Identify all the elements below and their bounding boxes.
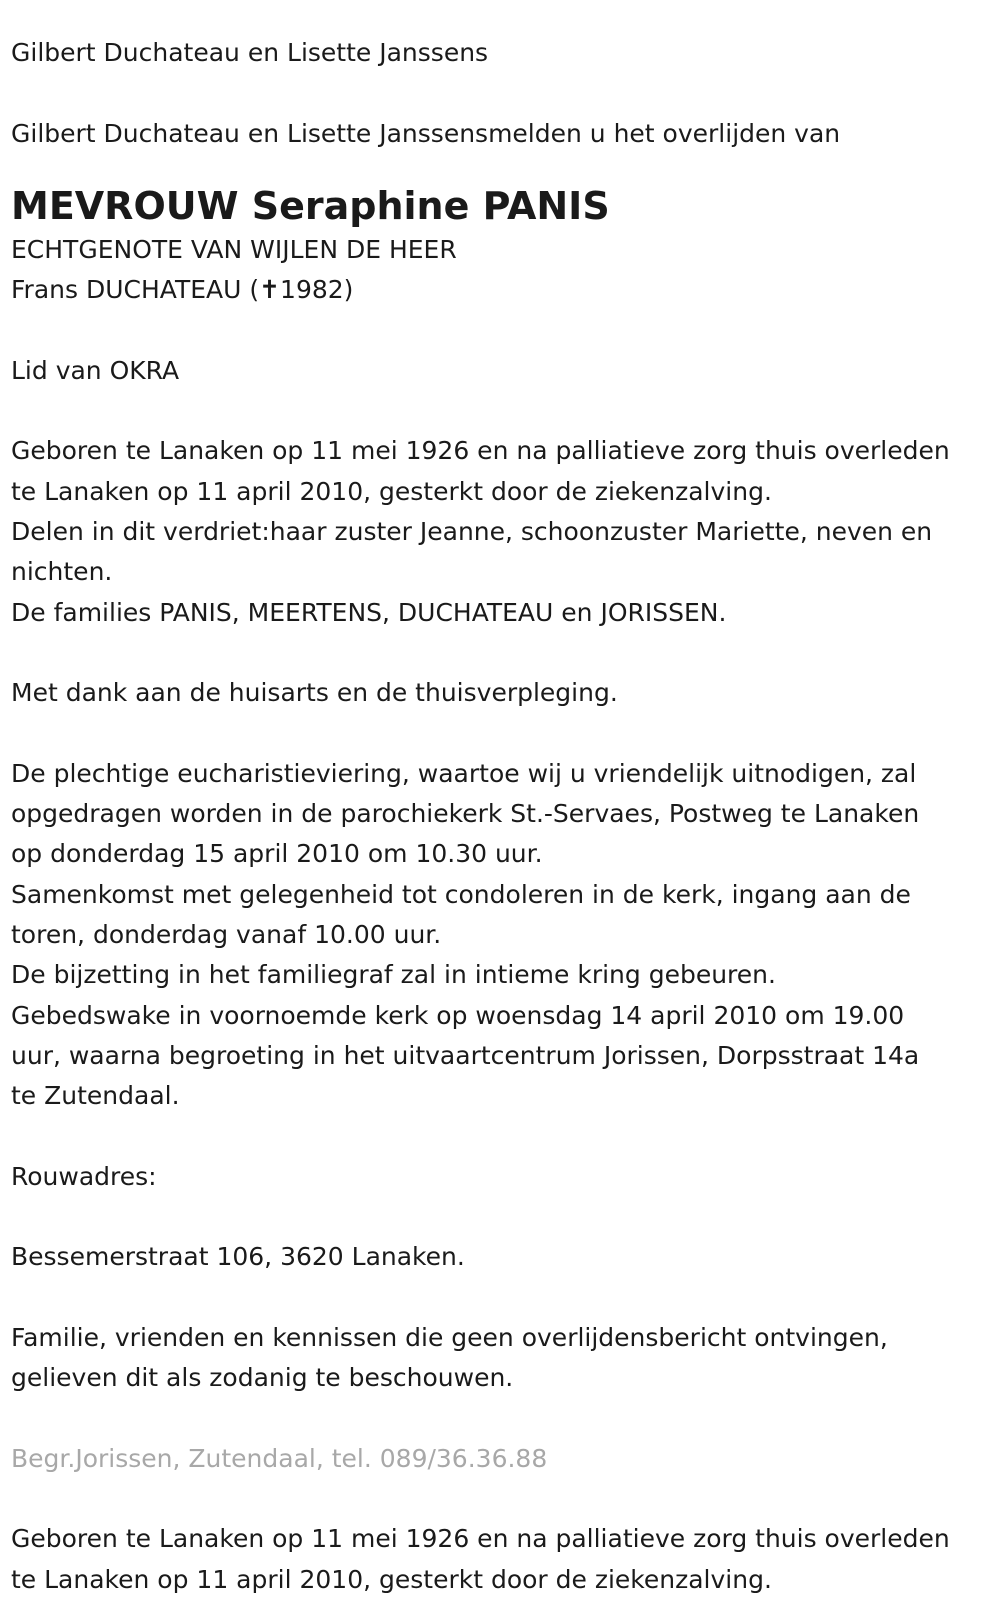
deceased-name: MEVROUW Seraphine PANIS bbox=[11, 183, 610, 228]
spacer bbox=[11, 391, 975, 431]
spacer bbox=[11, 1399, 975, 1439]
summary-line: Geboren te Lanaken op 11 mei 1926 en na palliatieve zorg thuis overleden bbox=[11, 1524, 950, 1554]
details-line: Delen in dit verdriet:haar zuster Jeanne, schoonzuster Mariette, neven en bbox=[11, 516, 933, 546]
summary-block bbox=[11, 1519, 975, 1600]
spacer bbox=[11, 310, 975, 350]
ceremony-line: te Zutendaal. bbox=[11, 1081, 180, 1111]
details-line: te Lanaken op 11 april 2010, gesterkt door de ziekenzalving. bbox=[11, 476, 772, 506]
ceremony-line: Samenkomst met gelegenheid tot condoleren in de kerk, ingang aan de bbox=[11, 879, 911, 909]
address-value: Bessemerstraat 106, 3620 Lanaken. bbox=[11, 1242, 465, 1272]
details-block bbox=[11, 431, 975, 632]
spacer bbox=[11, 154, 975, 182]
spacer bbox=[11, 1479, 975, 1519]
spacer bbox=[11, 1197, 975, 1237]
notice-line: Familie, vrienden en kennissen die geen overlijdensbericht ontvingen, bbox=[11, 1322, 888, 1352]
notice-line: gelieven dit als zodanig te beschouwen. bbox=[11, 1363, 514, 1393]
summary-line: te Lanaken op 11 april 2010, gesterkt door de ziekenzalving. bbox=[11, 1564, 772, 1594]
spouse-line-2: Frans DUCHATEAU (✝1982) bbox=[11, 275, 354, 305]
spacer bbox=[11, 633, 975, 673]
announcers: Gilbert Duchateau en Lisette Janssens bbox=[11, 38, 489, 67]
ceremony-line: opgedragen worden in de parochiekerk St.-Servaes, Postweg te Lanaken bbox=[11, 799, 920, 829]
details-line: De families PANIS, MEERTENS, DUCHATEAU en JORISSEN. bbox=[11, 597, 727, 627]
spacer bbox=[11, 1278, 975, 1318]
ceremony-line: op donderdag 15 april 2010 om 10.30 uur. bbox=[11, 839, 543, 869]
spacer bbox=[11, 73, 975, 113]
ceremony-line: Gebedswake in voornoemde kerk op woensdag 14 april 2010 om 19.00 bbox=[11, 1000, 905, 1030]
details-line: Geboren te Lanaken op 11 mei 1926 en na palliatieve zorg thuis overleden bbox=[11, 436, 950, 466]
spacer bbox=[11, 713, 975, 753]
spouse-line-1: ECHTGENOTE VAN WIJLEN DE HEER bbox=[11, 234, 457, 264]
address-label: Rouwadres: bbox=[11, 1161, 157, 1191]
ceremony-block bbox=[11, 754, 975, 1117]
ceremony-line: De plechtige eucharistieviering, waartoe wij u vriendelijk uitnodigen, zal bbox=[11, 758, 917, 788]
ceremony-line: uur, waarna begroeting in het uitvaartcentrum Jorissen, Dorpsstraat 14a bbox=[11, 1040, 920, 1070]
membership: Lid van OKRA bbox=[11, 355, 180, 385]
ceremony-line: De bijzetting in het familiegraf zal in intieme kring gebeuren. bbox=[11, 960, 776, 990]
undertaker-line: Begr.Jorissen, Zutendaal, tel. 089/36.36.88 bbox=[11, 1443, 548, 1473]
thanks-line: Met dank aan de huisarts en de thuisverpleging. bbox=[11, 678, 618, 708]
details-line: nichten. bbox=[11, 557, 113, 587]
notice-block bbox=[11, 1318, 975, 1399]
intro-line: Gilbert Duchateau en Lisette Janssensmelden u het overlijden van bbox=[11, 118, 841, 148]
spacer bbox=[11, 1116, 975, 1156]
ceremony-line: toren, donderdag vanaf 10.00 uur. bbox=[11, 919, 442, 949]
